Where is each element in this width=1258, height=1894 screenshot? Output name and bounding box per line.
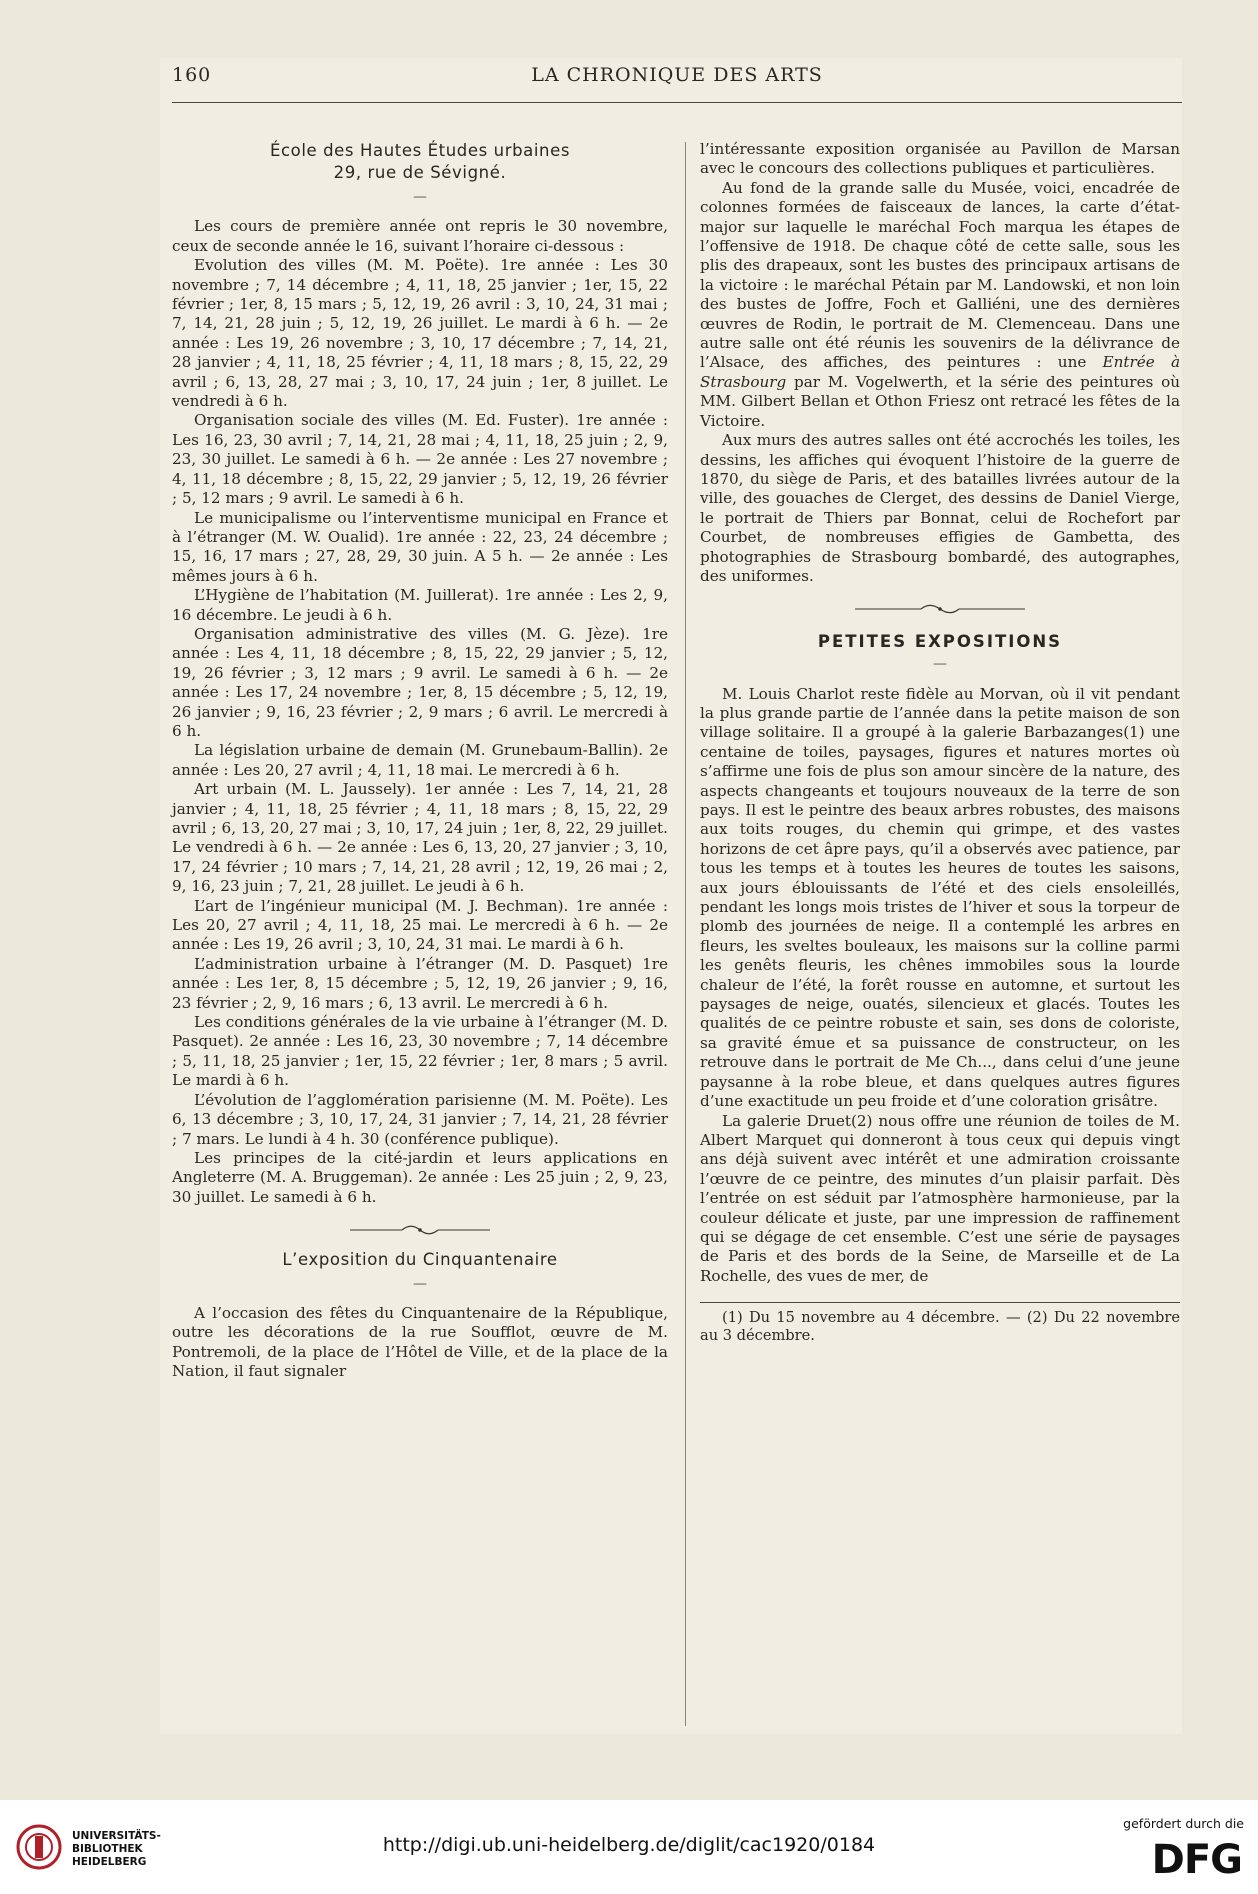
- paragraph: l’intéressante exposition organisée au Pavillon de Marsan avec le concours des collections publiques et particulières.: [700, 140, 1180, 178]
- paragraph-text: Au fond de la grande salle du Musée, voici, encadrée de colonnes formées de faisceaux de lances, la carte d’état-major sur laquelle le maréchal Foch marqua les étapes de l’offensive de 1918. De chaque côté de cette salle, sous les plis des drapeaux, sont les bustes des principaux artisans de la victoire : le maréchal Pétain par M. Landowski, et non loin des bustes de Joffre, Foch et Galliéni, une des dernières œuvres de Rodin, le portrait de M. Clemenceau. Dans une autre salle ont été réunis les souvenirs de la délivrance de l’Alsace, des affiches, des peintures : une: [700, 178, 1180, 372]
- paragraph: L’Hygiène de l’habitation (M. Juillerat). 1re année : Les 2, 9, 16 décembre. Le jeudi à 6 h.: [172, 586, 668, 624]
- ornament-divider: [172, 1221, 668, 1240]
- paragraph: Art urbain (M. L. Jaussely). 1er année : Les 7, 14, 21, 28 janvier ; 4, 11, 18, 25 février ; 4, 11, 18 mars ; 8, 15, 22, 29 avril ; 6, 13, 20, 27 mai ; 3, 10, 17, 24 juin ; 1er, 8, 22, 29 juillet. Le vendredi à 6 h. — 2e année : Les 6, 13, 20, 27 janvier ; 3, 10, 17, 24 février ; 10 mars ; 7, 14, 21, 28 avril ; 12, 19, 26 mai ; 2, 9, 16, 23 juin ; 7, 21, 28 juillet. Le jeudi à 6 h.: [172, 780, 668, 896]
- petites-expositions-title: PETITES EXPOSITIONS: [817, 631, 1063, 651]
- page-number: 160: [172, 64, 212, 86]
- digitization-footer: [0, 1800, 1258, 1894]
- paragraph: Les conditions générales de la vie urbaine à l’étranger (M. D. Pasquet). 2e année : Les 16, 23, 30 novembre ; 7, 14 décembre ; 5, 11, 18, 25 janvier ; 1er, 15, 22 février ; 1er, 8 mars ; 5 avril. Le mardi à 6 h.: [172, 1013, 668, 1090]
- section-dash: —: [933, 656, 947, 673]
- library-line2: BIBLIOTHEK: [72, 1843, 143, 1855]
- paragraph: Aux murs des autres salles ont été accrochés les toiles, les dessins, les affiches qui évoquent l’histoire de la guerre de 1870, du siège de Paris, et des batailles livrées autour de la ville, des gouaches de Clerget, des dessins de Daniel Vierge, le portrait de Thiers par Bonnat, celui de Rochefort par Courbet, de nombreuses effigies de Gambetta, des photographies de Strasbourg bombardé, des autographes, des uniformes.: [700, 431, 1180, 585]
- running-head: [172, 64, 1182, 96]
- paragraph: Evolution des villes (M. M. Poëte). 1re année : Les 30 novembre ; 7, 14 décembre ; 4, 11, 18, 25 janvier ; 1er, 15, 22 février ; 1er, 8, 15 mars ; 5, 12, 19, 26 avril : 3, 10, 24, 31 mai ; 7, 14, 21, 28 juin ; 5, 12, 19, 26 juillet. Le mardi à 6 h. — 2e année : Les 19, 26 novembre ; 3, 10, 17 décembre ; 7, 14, 21, 28 janvier ; 4, 11, 18, 25 février ; 4, 11, 18 mars ; 8, 15, 22, 29 avril ; 6, 13, 28, 27 mai ; 3, 10, 17, 24 juin ; 1er, 8 juillet. Le vendredi à 6 h.: [172, 256, 668, 411]
- artwork-title: Entrée à Strasbourg: [700, 353, 1180, 391]
- paragraph: La législation urbaine de demain (M. Grunebaum-Ballin). 2e année : Les 20, 27 avril ; 4, 11, 18 mai. Le mercredi à 6 h.: [172, 741, 668, 779]
- paragraph: Organisation sociale des villes (M. Ed. Fuster). 1re année : Les 16, 23, 30 avril ; 7, 14, 21, 28 mai ; 4, 11, 18, 25 juin ; 2, 9, 23, 30 juillet. Le samedi à 6 h. — 2e année : Les 27 novembre ; 4, 11, 18 décembre ; 8, 15, 22, 29 janvier ; 5, 12, 19, 26 février ; 5, 12 mars ; 9 avril. Le samedi à 6 h.: [172, 411, 668, 508]
- journal-title: LA CHRONIQUE DES ARTS: [531, 64, 823, 86]
- dfg-logo: DFG: [1151, 1837, 1242, 1883]
- header-rule: [172, 102, 1182, 103]
- column-divider: [685, 142, 686, 1726]
- ecole-title-line1: École des Hautes Études urbaines: [269, 141, 571, 160]
- library-line3: HEIDELBERG: [72, 1856, 147, 1868]
- paragraph: M. Louis Charlot reste fidèle au Morvan, où il vit pendant la plus grande partie de l’année dans la petite maison de son village solitaire. Il a groupé à la galerie Barbazanges(1) une centaine de toiles, paysages, figures et natures mortes où s’affirme une fois de plus son amour sincère de la nature, des aspects changeants et toujours nouveaux de la terre de son pays. Il est le peintre des beaux arbres robustes, des maisons aux toits rouges, du chemin qui grimpe, et des vastes horizons de cet âpre pays, qu’il a observés avec patience, par tous les temps et à toutes les heures de toutes les saisons, aux jours éblouissants de l’été et des ciels ensoleillés, pendant les longs mois tristes de l’hiver et sous la torpeur de plomb des journées de neige. Il a contemplé les arbres en fleurs, les sveltes bouleaux, les maisons sur la colline parmi les genêts fleuris, les chênes immobiles sous la lourde chaleur de l’été, la forêt rousse en automne, et surtout les paysages de neige, ouatés, silencieux et glacés. Toutes les qualités de ce peintre robuste et sain, ses dons de coloriste, sa gravité émue et sa puissance de constructeur, on les retrouve dans le portrait de Me Ch..., dans celui d’une jeune paysanne à la robe bleue, et dans quelques autres figures d’une exactitude un peu froide et d’une coloration grisâtre.: [700, 684, 1180, 1111]
- paragraph: Les principes de la cité-jardin et leurs applications en Angleterre (M. A. Bruggeman). 2e année : Les 25 juin ; 2, 9, 23, 30 juillet. Le samedi à 6 h.: [172, 1148, 668, 1206]
- left-column: [172, 140, 668, 1382]
- source-url[interactable]: http://digi.ub.uni-heidelberg.de/diglit/cac1920/0184: [382, 1834, 876, 1856]
- paragraph-text: par M. Vogelwerth, et la série des peintures où MM. Gilbert Bellan et Othon Friesz ont retracé les fêtes de la Victoire.: [700, 372, 1180, 430]
- paragraph: Les cours de première année ont repris le 30 novembre, ceux de seconde année le 16, suivant l’horaire ci-dessous :: [172, 217, 668, 255]
- paragraph: La galerie Druet(2) nous offre une réunion de toiles de M. Albert Marquet qui donneront à tous ceux qui depuis vingt ans déjà suivent avec intérêt et une admiration croissante l’œuvre de ce peintre, des minutes d’un plaisir parfait. Dès l’entrée on est séduit par l’atmosphère harmonieuse, par la couleur délicate et juste, par une impression de raffinement qui se dégage de cet ensemble. C’est une série de paysages de Paris et des bords de la Seine, de Marseille et de La Rochelle, des vues de mer, de: [700, 1111, 1180, 1285]
- ornament-divider: [700, 600, 1180, 619]
- footnote: (1) Du 15 novembre au 4 décembre. — (2) Du 22 novembre au 3 décembre.: [700, 1309, 1180, 1345]
- ornament-icon: [350, 1225, 490, 1235]
- cinquantenaire-title: L’exposition du Cinquantenaire: [282, 1249, 558, 1269]
- paragraph: L’évolution de l’agglomération parisienne (M. M. Poëte). Les 6, 13 décembre ; 3, 10, 17, 24, 31 janvier ; 7, 14, 21, 28 février ; 7 mars. Le lundi à 4 h. 30 (conférence publique).: [172, 1090, 668, 1148]
- ecole-title: [172, 140, 668, 184]
- paragraph: [700, 179, 1180, 431]
- section-dash: —: [413, 1275, 427, 1292]
- funding-note: gefördert durch die: [1123, 1816, 1244, 1831]
- paragraph: Organisation administrative des villes (M. G. Jèze). 1re année : Les 4, 11, 18 décembre ; 8, 15, 22, 29 janvier ; 5, 12, 19, 26 février ; 3, 12 mars ; 9 avril. Le samedi à 6 h. — 2e année : Les 17, 24 novembre ; 1er, 8, 15 décembre ; 5, 12, 19, 26 janvier ; 9, 16, 23 février ; 2, 9 mars ; 6 avril. Le mercredi à 6 h.: [172, 624, 668, 740]
- footnote-rule: [700, 1302, 1180, 1303]
- ecole-title-line2: 29, rue de Sévigné.: [333, 163, 507, 182]
- paragraph: A l’occasion des fêtes du Cinquantenaire de la République, outre les décorations de la rue Soufflot, œuvre de M. Pontremoli, de la place de l’Hôtel de Ville, et de la place de la Nation, il faut signaler: [172, 1303, 668, 1381]
- ornament-icon: [855, 604, 1025, 614]
- right-column: [700, 140, 1180, 1345]
- section-dash: —: [413, 189, 427, 205]
- library-line1: UNIVERSITÄTS-: [72, 1830, 161, 1842]
- paragraph: L’art de l’ingénieur municipal (M. J. Bechman). 1re année : Les 20, 27 avril ; 4, 11, 18, 25 mai. Le mercredi à 6 h. — 2e année : Les 19, 26 avril ; 3, 10, 24, 31 mai. Le mardi à 6 h.: [172, 896, 668, 954]
- paragraph: Le municipalisme ou l’interventisme municipal en France et à l’étranger (M. W. Oualid). 1re année : 22, 23, 24 décembre ; 15, 16, 17 mars ; 27, 28, 29, 30 juin. A 5 h. — 2e année : Les mêmes jours à 6 h.: [172, 508, 668, 585]
- paragraph: L’administration urbaine à l’étranger (M. D. Pasquet) 1re année : Les 1er, 8, 15 décembre ; 5, 12, 19, 26 janvier ; 9, 16, 23 février ; 2, 9, 16 mars ; 6, 13 avril. Le mercredi à 6 h.: [172, 954, 668, 1012]
